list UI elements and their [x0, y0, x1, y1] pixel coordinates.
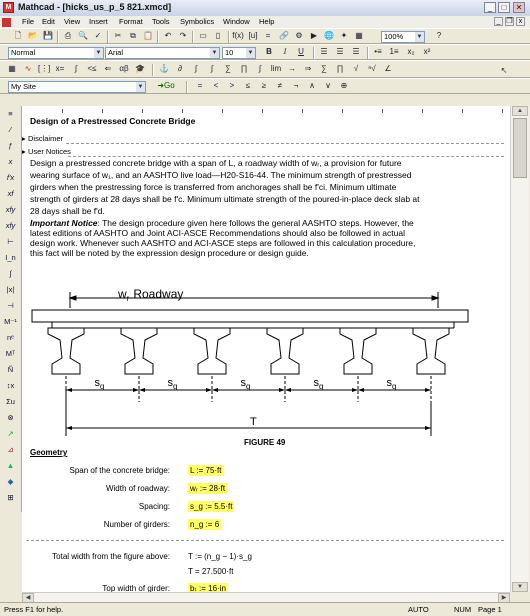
- span-definition[interactable]: L := 75·ft: [190, 466, 222, 475]
- dimension-arrow: [425, 388, 431, 392]
- close-button[interactable]: ✕: [513, 2, 525, 13]
- intro-line: Design a prestressed concrete bridge with a span of L, a roadway width of wᵣ, a provision for future: [30, 158, 402, 168]
- top-width-definition[interactable]: bₜ := 16·in: [190, 584, 226, 592]
- dimension-arrow: [279, 388, 285, 392]
- go-button[interactable]: [152, 80, 180, 92]
- superscript-icon[interactable]: x²: [423, 47, 431, 56]
- mdi-minimize-button[interactable]: _: [494, 17, 503, 26]
- style-value: Normal: [11, 48, 36, 57]
- dimension-arrow: [285, 388, 291, 392]
- mathcad-app-icon[interactable]: M: [3, 2, 14, 13]
- palette-icon-22[interactable]: ⊿: [7, 445, 14, 454]
- component-wizard-icon[interactable]: ⚙: [295, 31, 303, 40]
- dimension-arrow: [352, 388, 358, 392]
- chevron-down-icon: ▼: [247, 50, 254, 56]
- boolean-palette-icon[interactable]: <≤: [87, 64, 97, 73]
- resource-center-icon[interactable]: 🌐: [324, 31, 334, 40]
- intro-line: girders when the prestressing force is transferred from anchorages shall be f'ci. Minimum ultimate: [30, 182, 397, 192]
- chevron-down-icon: ▼: [95, 50, 102, 56]
- save-icon[interactable]: 💾: [43, 31, 53, 40]
- scroll-right-icon[interactable]: ▶: [498, 593, 510, 603]
- span-label: Span of the concrete bridge:: [69, 466, 170, 475]
- sym-icon-14[interactable]: ⁿ√: [368, 64, 376, 73]
- spacing-label: $s_g$: [94, 377, 105, 391]
- sym-icon-13[interactable]: √: [353, 64, 359, 73]
- dimension-arrow: [206, 388, 212, 392]
- mdi-close-button[interactable]: x: [516, 17, 525, 26]
- spacing-definition[interactable]: s_g := 5.5·ft: [190, 502, 233, 511]
- dimension-arrow: [358, 388, 364, 392]
- undo-icon[interactable]: ↶: [164, 31, 172, 40]
- girder: [121, 328, 157, 374]
- status-bar: [0, 602, 530, 616]
- window-title: Mathcad - [hicks_us_p_5 821.xmcd]: [18, 2, 172, 12]
- total-width-text: Total width from the figure above:: [52, 552, 170, 561]
- matrix-palette-icon[interactable]: [⋮]: [38, 64, 51, 73]
- subscript-icon[interactable]: x₂: [407, 47, 415, 56]
- status-calc-mode: AUTO: [408, 605, 429, 614]
- menu-symbolics[interactable]: Symbolics: [180, 17, 215, 26]
- figure-caption: FIGURE 49: [244, 438, 286, 447]
- sym-icon-2[interactable]: ∂: [178, 64, 182, 73]
- chevron-down-icon: ▼: [416, 34, 423, 40]
- palette-icon-2[interactable]: ⁄: [9, 125, 12, 134]
- scroll-down-icon[interactable]: ▼: [512, 582, 528, 592]
- palette-icon-17[interactable]: Ñ: [7, 365, 14, 374]
- sym-icon-11[interactable]: ∑: [321, 64, 327, 73]
- explore-icon[interactable]: ✦: [340, 31, 348, 40]
- palette-icon-3[interactable]: ƒ: [8, 141, 13, 150]
- font-size-value: 10: [225, 48, 234, 57]
- scroll-left-icon[interactable]: ◀: [22, 593, 34, 603]
- intro-line: wearing surface of w₁, and an AASHTO live load—H20-S16-44. The minimum strength of prestressed: [30, 170, 412, 180]
- status-help-text: Press F1 for help.: [4, 605, 64, 614]
- insert-hyperlink-icon[interactable]: 🔗: [279, 31, 289, 40]
- document-title: Design of a Prestressed Concrete Bridge: [30, 116, 196, 126]
- align-center-icon[interactable]: ☰: [336, 47, 344, 56]
- palette-icon-6[interactable]: xf: [7, 189, 14, 198]
- site-select[interactable]: [8, 81, 146, 93]
- palette-icon-14[interactable]: M⁻¹: [4, 317, 17, 326]
- girder: [340, 328, 376, 374]
- girder-count-definition[interactable]: n_g := 6: [190, 520, 220, 529]
- copy-icon[interactable]: ⧉: [130, 31, 136, 40]
- zoom-value: 100%: [384, 32, 404, 41]
- symbolic-palette-icon[interactable]: 🎓: [135, 64, 145, 73]
- dimension-arrow: [66, 426, 72, 430]
- total-width-label: T: [250, 416, 257, 428]
- sym-icon-3[interactable]: ∫: [194, 64, 198, 73]
- menu-bar: [0, 16, 530, 28]
- zoom-select[interactable]: [381, 31, 425, 43]
- collapse-arrow-icon: ▸: [22, 134, 26, 143]
- go-arrow-icon: ➜: [157, 81, 165, 90]
- region-user-notices[interactable]: [22, 147, 71, 157]
- dimension-arrow: [139, 388, 145, 392]
- palette-icon-20[interactable]: ⊗: [7, 413, 14, 422]
- palette-icon-8[interactable]: xfy: [5, 221, 16, 230]
- operator-not-icon[interactable]: ¬: [293, 81, 299, 90]
- status-page: Page 1: [478, 605, 502, 614]
- palette-icon-16[interactable]: Mᵀ: [5, 349, 16, 358]
- intro-line: 28 days shall be f'd.: [30, 206, 105, 216]
- operator-xor-icon[interactable]: ⊕: [340, 81, 348, 90]
- roadway-width-label: Width of roadway:: [105, 484, 170, 493]
- girder-count-label: Number of girders:: [103, 520, 170, 529]
- sym-icon-8[interactable]: lim: [270, 64, 282, 73]
- menu-insert[interactable]: Insert: [89, 17, 108, 26]
- girder: [413, 328, 449, 374]
- palette-icon-12[interactable]: |x|: [6, 285, 15, 294]
- italic-button[interactable]: I: [283, 47, 287, 56]
- cursor-pointer-icon: ↖: [500, 66, 508, 75]
- cut-icon[interactable]: ✂: [114, 31, 122, 40]
- document-icon[interactable]: [2, 18, 11, 27]
- top-width-label: Top width of girder:: [102, 584, 170, 592]
- open-icon[interactable]: 📂: [28, 31, 38, 40]
- palette-icon-7[interactable]: xfy: [5, 205, 16, 214]
- operator-less-icon[interactable]: <: [213, 81, 219, 90]
- notice-line: this fact will be noted by the expression design procedure or design guide.: [30, 248, 309, 258]
- palette-icon-11[interactable]: ∫: [9, 269, 12, 278]
- menu-tools[interactable]: Tools: [152, 17, 170, 26]
- notice-line: [30, 218, 414, 228]
- palette-icon-9[interactable]: ⊢: [7, 237, 14, 246]
- maximize-button[interactable]: □: [498, 2, 510, 13]
- palette-icon-21[interactable]: ↗: [7, 429, 14, 438]
- region-user-notices-label: User Notices: [28, 147, 71, 156]
- section-heading-geometry: Geometry: [30, 448, 68, 457]
- menu-view[interactable]: View: [64, 17, 81, 26]
- sym-icon-4[interactable]: ∫: [210, 64, 214, 73]
- run-script-icon[interactable]: ▶: [310, 31, 318, 40]
- girder: [267, 328, 303, 374]
- sym-icon-12[interactable]: ∏: [336, 64, 344, 73]
- menu-format[interactable]: Format: [119, 17, 143, 26]
- graph-palette-icon[interactable]: ∿: [24, 64, 32, 73]
- programming-palette-icon[interactable]: ⇐: [104, 64, 112, 73]
- menu-edit[interactable]: Edit: [42, 17, 55, 26]
- spacing-label: $s_g$: [386, 377, 397, 391]
- style-select[interactable]: [8, 47, 104, 59]
- menu-help[interactable]: Help: [259, 17, 275, 26]
- spell-check-icon[interactable]: ✓: [94, 31, 102, 40]
- go-label: Go: [164, 81, 175, 90]
- palette-icon-15[interactable]: nᵉ: [7, 333, 14, 342]
- calculate-icon[interactable]: =: [265, 31, 271, 40]
- spacing-label: $s_g$: [240, 377, 251, 391]
- roadway-width-definition[interactable]: wᵣ := 28·ft: [190, 484, 226, 493]
- spacing-label: $s_g$: [167, 377, 178, 391]
- menu-file[interactable]: File: [22, 17, 35, 26]
- dimension-arrow: [425, 426, 431, 430]
- total-width-result[interactable]: T = 27.500·ft: [188, 567, 234, 576]
- insert-unit-icon[interactable]: [u]: [248, 31, 258, 40]
- bold-button[interactable]: B: [266, 47, 272, 56]
- palette-icon-23[interactable]: ▲: [6, 461, 15, 470]
- notice-text: : The design procedure given here follows the general AASHTO steps. However, the: [97, 218, 414, 228]
- operator-equals-icon[interactable]: =: [197, 81, 203, 90]
- align-across-icon[interactable]: ▭: [199, 31, 207, 40]
- chevron-down-icon: ▼: [137, 84, 144, 90]
- paste-icon[interactable]: 📋: [143, 31, 153, 40]
- palette-icon-18[interactable]: ↕x: [6, 381, 15, 390]
- vertical-scrollbar[interactable]: [510, 106, 529, 592]
- notice-line: latest editions of AASHTO and Joint ACI-ASCE Recommendations should also be followed in actual: [30, 228, 405, 238]
- notice-line: design work. Whenever such AASHTO and ACI-ASCE steps are followed in this calculation procedure,: [30, 238, 416, 248]
- intro-line: strength of girders at 28 days shall be f'c. Minimum ultimate strength of the poured-in-place deck slab at: [30, 194, 420, 204]
- redo-icon[interactable]: ↷: [179, 31, 187, 40]
- print-preview-icon[interactable]: 🔍: [78, 31, 88, 40]
- chevron-down-icon: ▼: [211, 50, 218, 56]
- align-right-icon[interactable]: ☰: [352, 47, 360, 56]
- menu-window[interactable]: Window: [223, 17, 250, 26]
- insert-function-icon[interactable]: f(x): [232, 31, 244, 40]
- bullets-icon[interactable]: •≡: [374, 47, 382, 56]
- roadway-label: $w_r$ Roadway: [118, 287, 184, 303]
- sym-icon-10[interactable]: ⇒: [304, 64, 312, 73]
- palette-icon-13[interactable]: ⊣: [7, 301, 14, 310]
- sym-icon-9[interactable]: →: [288, 64, 296, 73]
- palette-icon-10[interactable]: I_n: [5, 253, 16, 262]
- font-size-select[interactable]: [222, 47, 256, 59]
- align-left-icon[interactable]: ☰: [320, 47, 328, 56]
- calculator-palette-icon[interactable]: ▦: [8, 64, 16, 73]
- palette-icon-19[interactable]: Σu: [6, 397, 15, 406]
- palette-icon-1[interactable]: ≡: [8, 109, 13, 118]
- dimension-arrow: [66, 388, 72, 392]
- math-toolbar: [0, 60, 530, 78]
- bridge-cross-section-figure: [22, 268, 510, 438]
- minimize-button[interactable]: _: [484, 2, 496, 13]
- operator-and-icon[interactable]: ∧: [309, 81, 315, 90]
- web-toolbar: [0, 78, 530, 94]
- greek-palette-icon[interactable]: αβ: [119, 64, 129, 73]
- notice-label: Important Notice: [30, 218, 98, 228]
- underline-button[interactable]: U: [298, 47, 304, 56]
- total-width-definition[interactable]: T := (n_g − 1)·s_g: [188, 552, 252, 561]
- mdi-restore-button[interactable]: ❐: [506, 18, 513, 25]
- operator-leq-icon[interactable]: ≤: [245, 81, 251, 90]
- sym-icon-15[interactable]: ∠: [384, 64, 392, 73]
- sym-icon-5[interactable]: ∑: [225, 64, 231, 73]
- calculus-palette-icon[interactable]: ∫: [74, 64, 78, 73]
- worksheet[interactable]: [22, 114, 510, 592]
- girder: [48, 328, 84, 374]
- scroll-thumb[interactable]: [513, 118, 527, 178]
- print-icon[interactable]: ⎙: [64, 31, 72, 40]
- operator-neq-icon[interactable]: ≠: [277, 81, 283, 90]
- title-bar: [0, 0, 530, 17]
- graph-icon[interactable]: ▦: [355, 31, 363, 40]
- dimension-arrow: [133, 388, 139, 392]
- evaluation-palette-icon[interactable]: x=: [55, 64, 65, 73]
- operator-greater-icon[interactable]: >: [229, 81, 235, 90]
- operator-or-icon[interactable]: ∨: [325, 81, 331, 90]
- region-disclaimer[interactable]: [22, 134, 63, 144]
- palette-icon-25[interactable]: ⊞: [7, 493, 14, 502]
- status-num-lock: NUM: [454, 605, 472, 614]
- palette-icon-5[interactable]: f'x: [6, 173, 15, 182]
- palette-icon-24[interactable]: ◆: [7, 477, 14, 486]
- dimension-arrow: [212, 388, 218, 392]
- site-value: My Site: [11, 82, 37, 91]
- spacing-label: Spacing:: [138, 502, 170, 511]
- region-disclaimer-label: Disclaimer: [28, 134, 64, 143]
- formatting-toolbar: [0, 44, 530, 60]
- sym-icon-7[interactable]: ∫: [258, 64, 262, 73]
- collapse-arrow-icon: ▸: [22, 147, 26, 156]
- font-select[interactable]: [105, 47, 220, 59]
- font-value: Arial: [108, 48, 124, 57]
- align-down-icon[interactable]: ▯: [215, 31, 221, 40]
- help-icon[interactable]: ?: [436, 31, 442, 40]
- numbering-icon[interactable]: 1≡: [389, 47, 399, 56]
- sym-icon-1[interactable]: ⚓: [159, 64, 169, 73]
- operator-geq-icon[interactable]: ≥: [261, 81, 267, 90]
- standard-toolbar: [0, 28, 530, 44]
- palette-icon-4[interactable]: x: [8, 157, 13, 166]
- new-icon[interactable]: 🗋: [14, 31, 22, 40]
- sym-icon-6[interactable]: ∏: [240, 64, 248, 73]
- girder: [194, 328, 230, 374]
- spacing-label: $s_g$: [313, 377, 324, 391]
- math-palette: [0, 106, 22, 512]
- scroll-up-icon[interactable]: ▲: [512, 106, 528, 116]
